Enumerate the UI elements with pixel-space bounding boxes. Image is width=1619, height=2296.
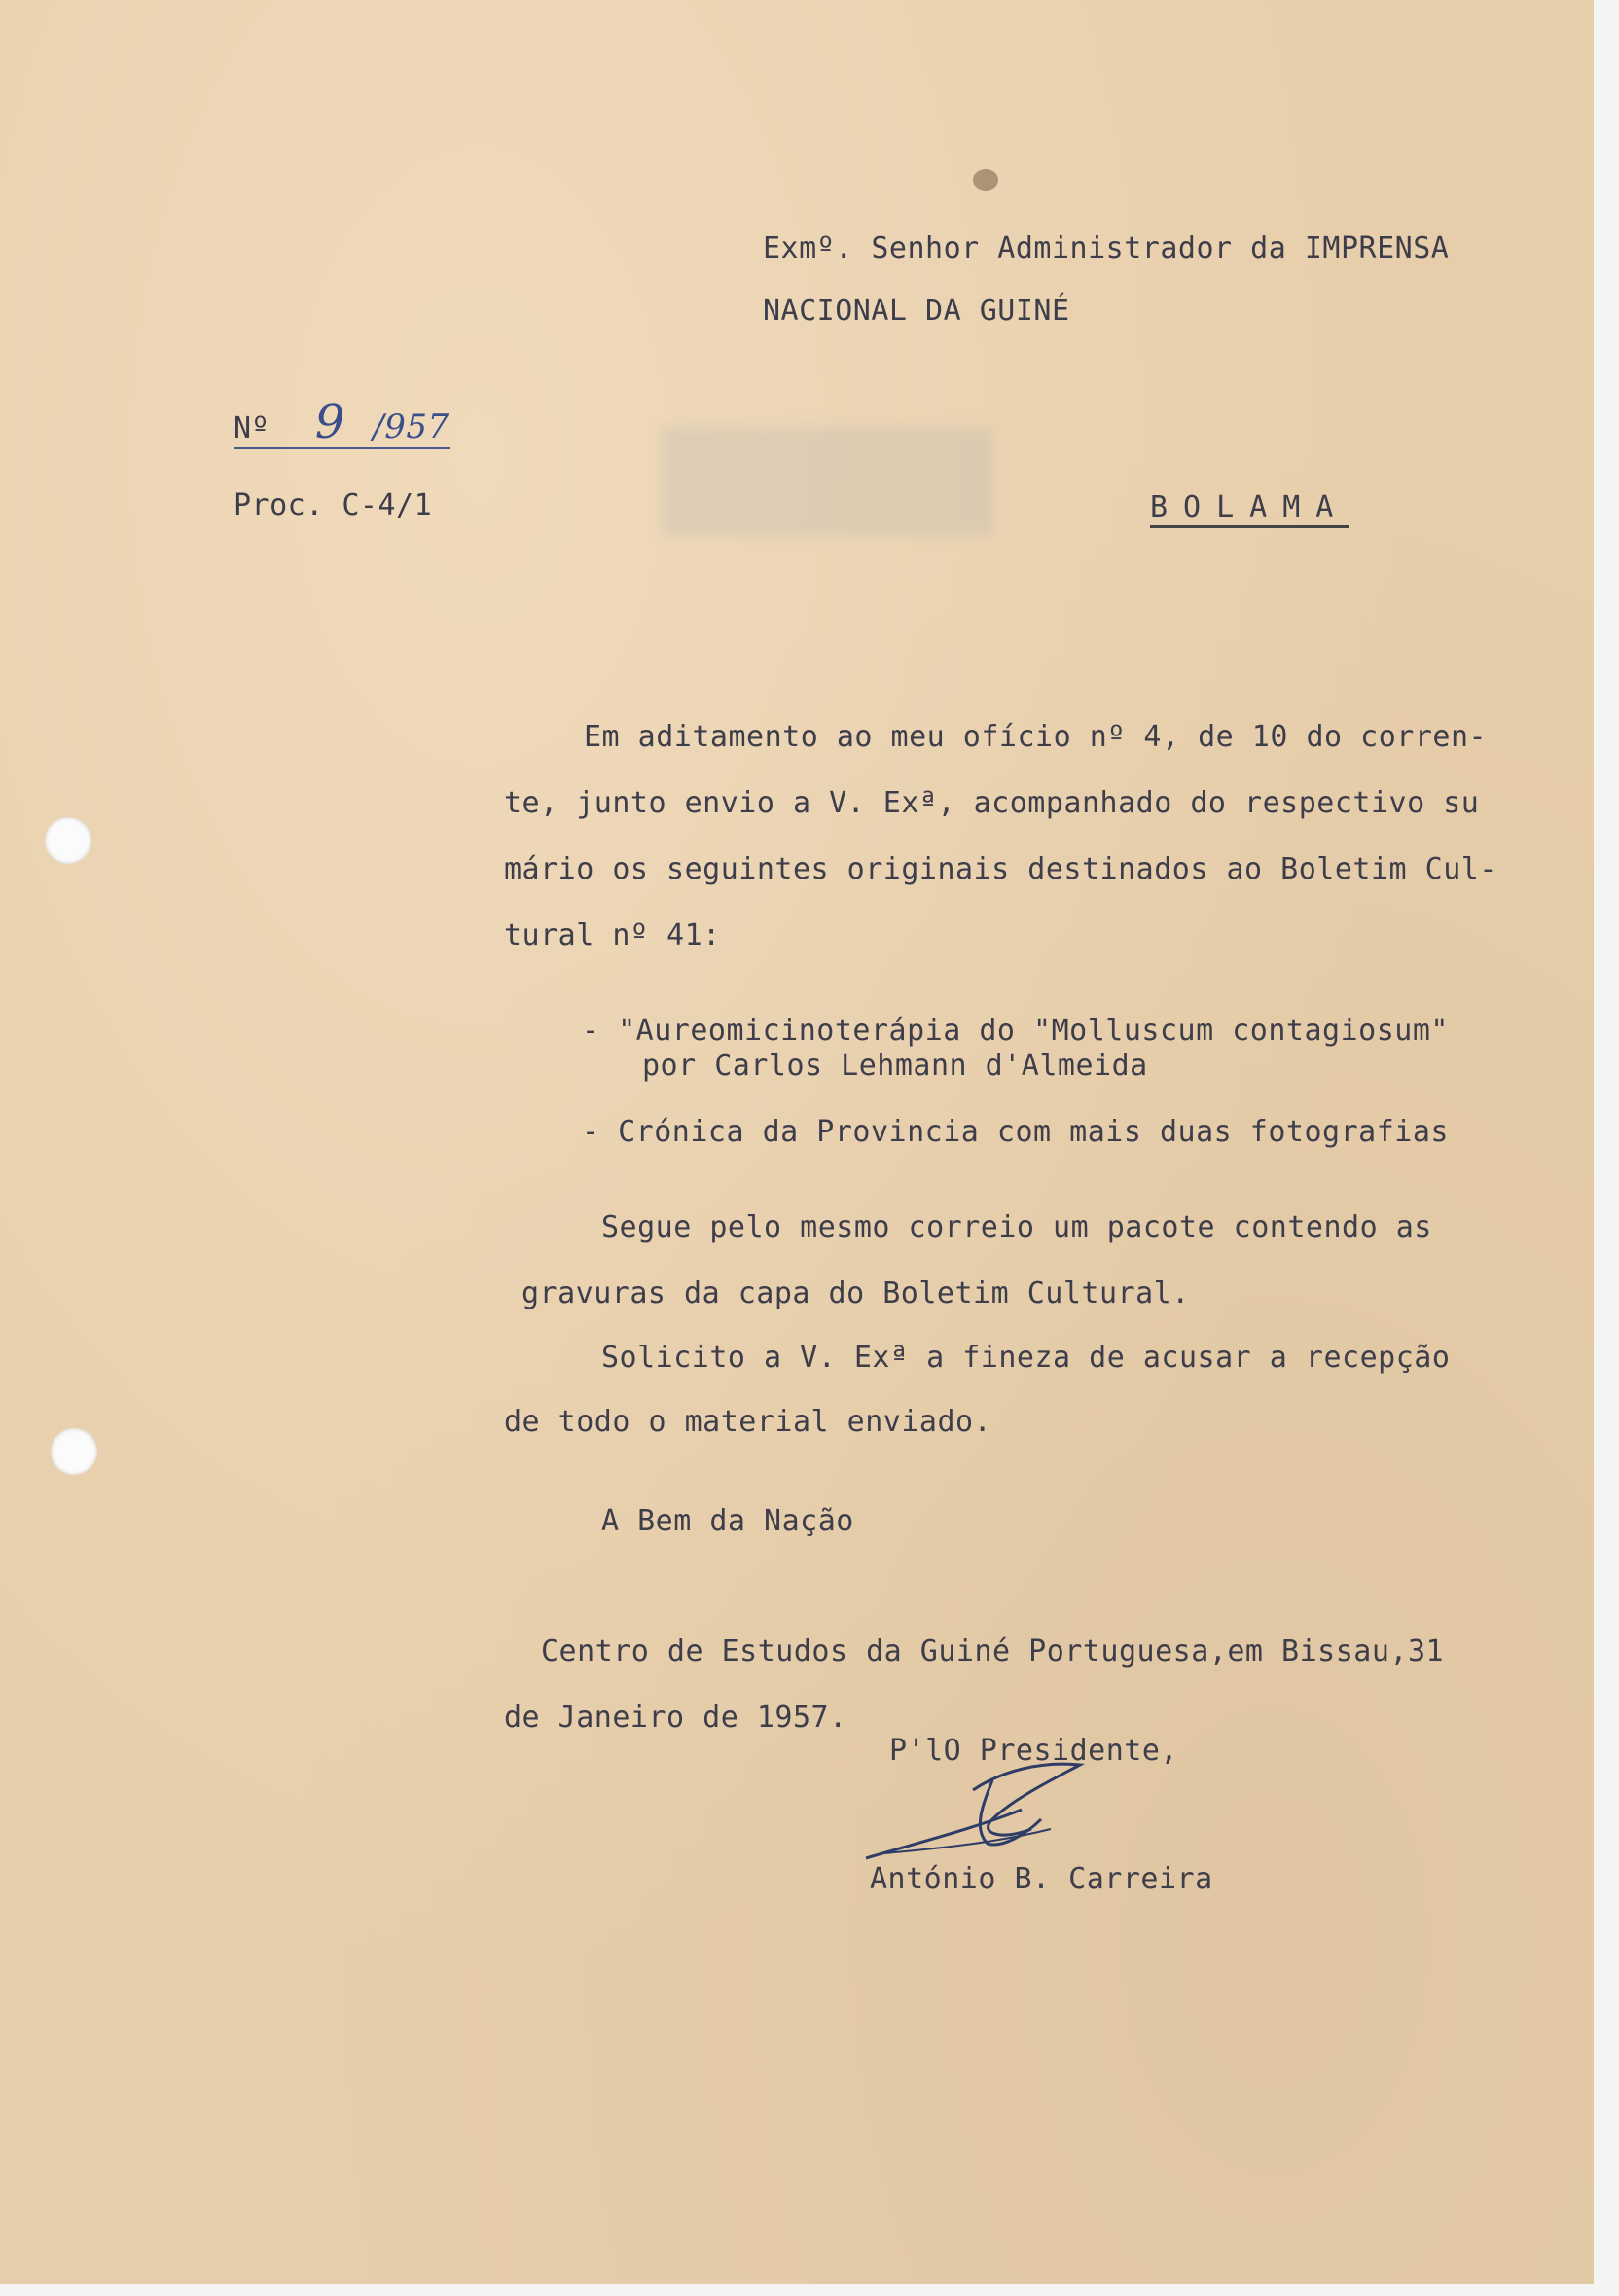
punch-hole-bottom (51, 1428, 97, 1475)
addressee-line-2: NACIONAL DA GUINÉ (763, 294, 1070, 328)
reference-handwritten-number: 9 (314, 395, 345, 449)
reference-number (234, 395, 450, 449)
paragraph-3-line-1: Solicito a V. Exª a fineza de acusar a recepção (601, 1341, 1451, 1375)
handwritten-signature (856, 1751, 1109, 1878)
paragraph-2-line-1: Segue pelo mesmo correio um pacote contendo as (601, 1210, 1432, 1244)
reference-year: /957 (373, 408, 450, 447)
paragraph-3-line-2: de todo o material enviado. (504, 1405, 992, 1439)
scan-margin-bottom (0, 2284, 1619, 2296)
body-line-1: Em aditamento ao meu ofício nº 4, de 10 do corren- (584, 720, 1488, 754)
list-item-1-line-1: - "Aureomicinoterápia do "Molluscum contagiosum" (582, 1014, 1449, 1048)
body-line-3: mário os seguintes originais destinados ao Boletim Cul- (504, 852, 1497, 886)
scan-margin-right (1594, 0, 1619, 2296)
body-line-4: tural nº 41: (504, 918, 721, 952)
list-item-1-line-2: por Carlos Lehmann d'Almeida (642, 1049, 1148, 1083)
destination-city: BOLAMA (1150, 490, 1349, 528)
process-reference: Proc. C-4/1 (234, 488, 433, 522)
ink-spot (973, 169, 998, 191)
addressee-line-1: Exmº. Senhor Administrador da IMPRENSA (763, 232, 1450, 266)
place-date-line-1: Centro de Estudos da Guiné Portuguesa,em Bissau,31 (541, 1634, 1445, 1668)
body-line-2: te, junto envio a V. Exª, acompanhado do respectivo su (504, 786, 1480, 820)
closing-salutation: A Bem da Nação (601, 1504, 854, 1538)
reference-prefix: Nº (234, 412, 270, 446)
signoff: P'lO Presidente, (889, 1734, 1178, 1768)
punch-hole-top (45, 817, 91, 864)
list-item-2: - Crónica da Provincia com mais duas fotografias (582, 1115, 1449, 1149)
place-date-line-2: de Janeiro de 1957. (504, 1701, 847, 1735)
signatory-name: António B. Carreira (870, 1862, 1213, 1896)
faded-stamp (662, 428, 992, 535)
paragraph-2-line-2: gravuras da capa do Boletim Cultural. (522, 1276, 1190, 1310)
